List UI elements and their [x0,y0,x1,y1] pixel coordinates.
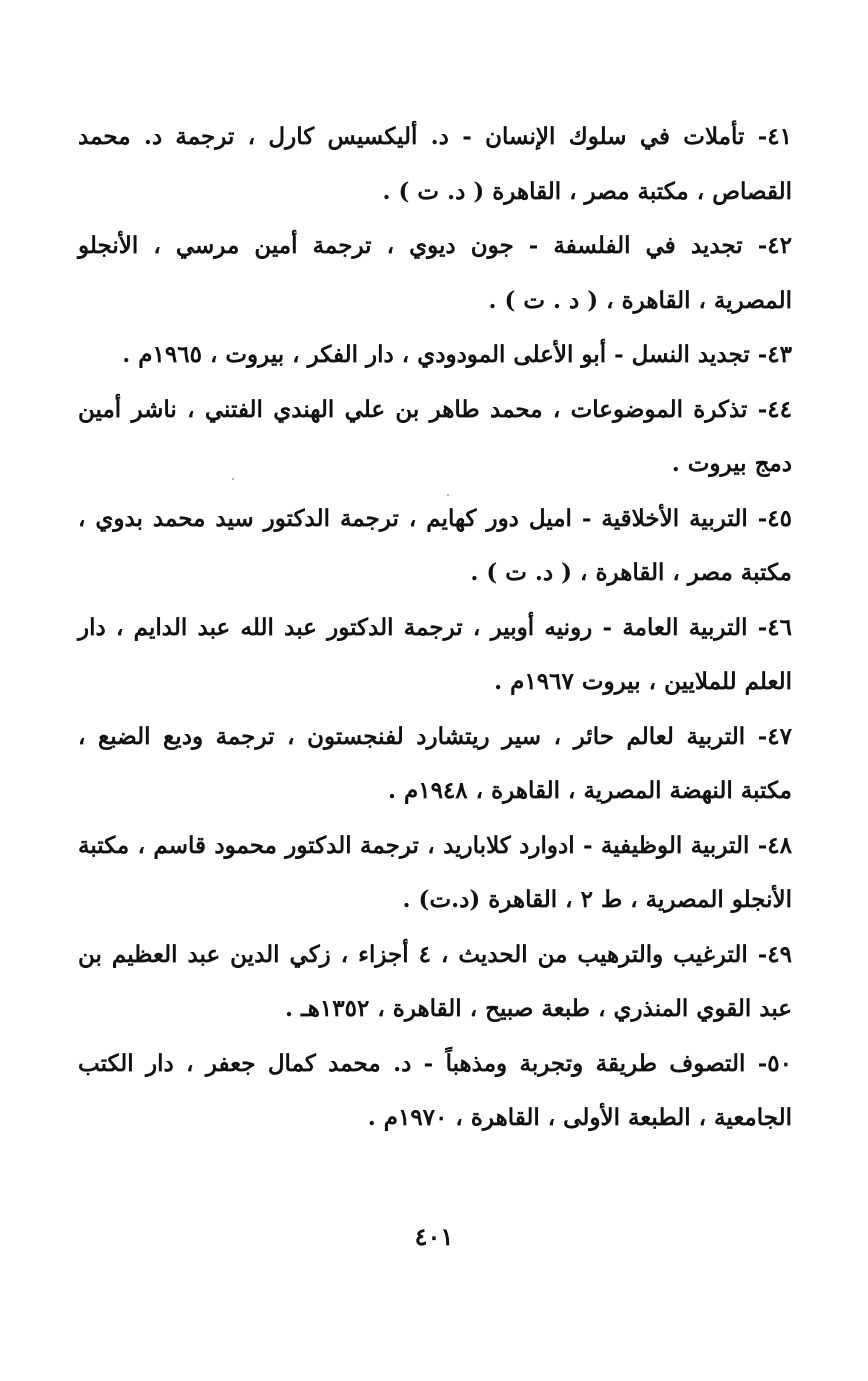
page-number: ٤٠١ [414,1222,454,1251]
reference-list [78,110,792,1146]
reference-item: ٤٨- التربية الوظيفية - ادوارد كلاباريد ، ترجمة الدكتور محمود قاسم ، مكتبة الأنجلو المصرية ، ط ٢ ، القاهرة (د.ت) . [78,831,792,913]
reference-item: ٤٢- تجديد في الفلسفة - جون ديوي ، ترجمة أمين مرسي ، الأنجلو المصرية ، القاهرة ، ( د . ت ) . [78,232,792,314]
reference-item: ٤٩- الترغيب والترهيب من الحديث ، ٤ أجزاء ، زكي الدين عبد العظيم بن عبد القوي المنذري ، طبعة صبيح ، القاهرة ، ١٣٥٢هـ . [78,940,793,1022]
reference-item: ٤٧- التربية لعالم حائر ، سير ريتشارد لفنجستون ، ترجمة وديع الضبع ، مكتبة النهضة المصرية ، القاهرة ، ١٩٤٨م . [78,722,792,804]
scan-speck [232,478,234,480]
reference-item: ٤١- تأملات في سلوك الإنسان - د. أليكسيس كارل ، ترجمة د. محمد القصاص ، مكتبة مصر ، القاهرة ( د. ت ) . [78,123,792,205]
reference-item: ٤٣- تجديد النسل - أبو الأعلى المودودي ، دار الفكر ، بيروت ، ١٩٦٥م . [122,341,792,368]
reference-item: ٤٤- تذكرة الموضوعات ، محمد طاهر بن علي الهندي الفتني ، ناشر أمين دمج بيروت . [78,395,792,477]
reference-item: ٤٥- التربية الأخلاقية - اميل دور كهايم ، ترجمة الدكتور سيد محمد بدوي ، مكتبة مصر ، القاهرة ، ( د. ت ) . [78,504,792,586]
reference-item: ٥٠- التصوف طريقة وتجربة ومذهباً - د. محمد كمال جعفر ، دار الكتب الجامعية ، الطبعة الأولى ، القاهرة ، ١٩٧٠م . [78,1049,792,1131]
scan-speck [447,494,449,496]
reference-item: ٤٦- التربية العامة - رونيه أوبير ، ترجمة الدكتور عبد الله عبد الدايم ، دار العلم للملايين ، بيروت ١٩٦٧م . [78,613,792,695]
